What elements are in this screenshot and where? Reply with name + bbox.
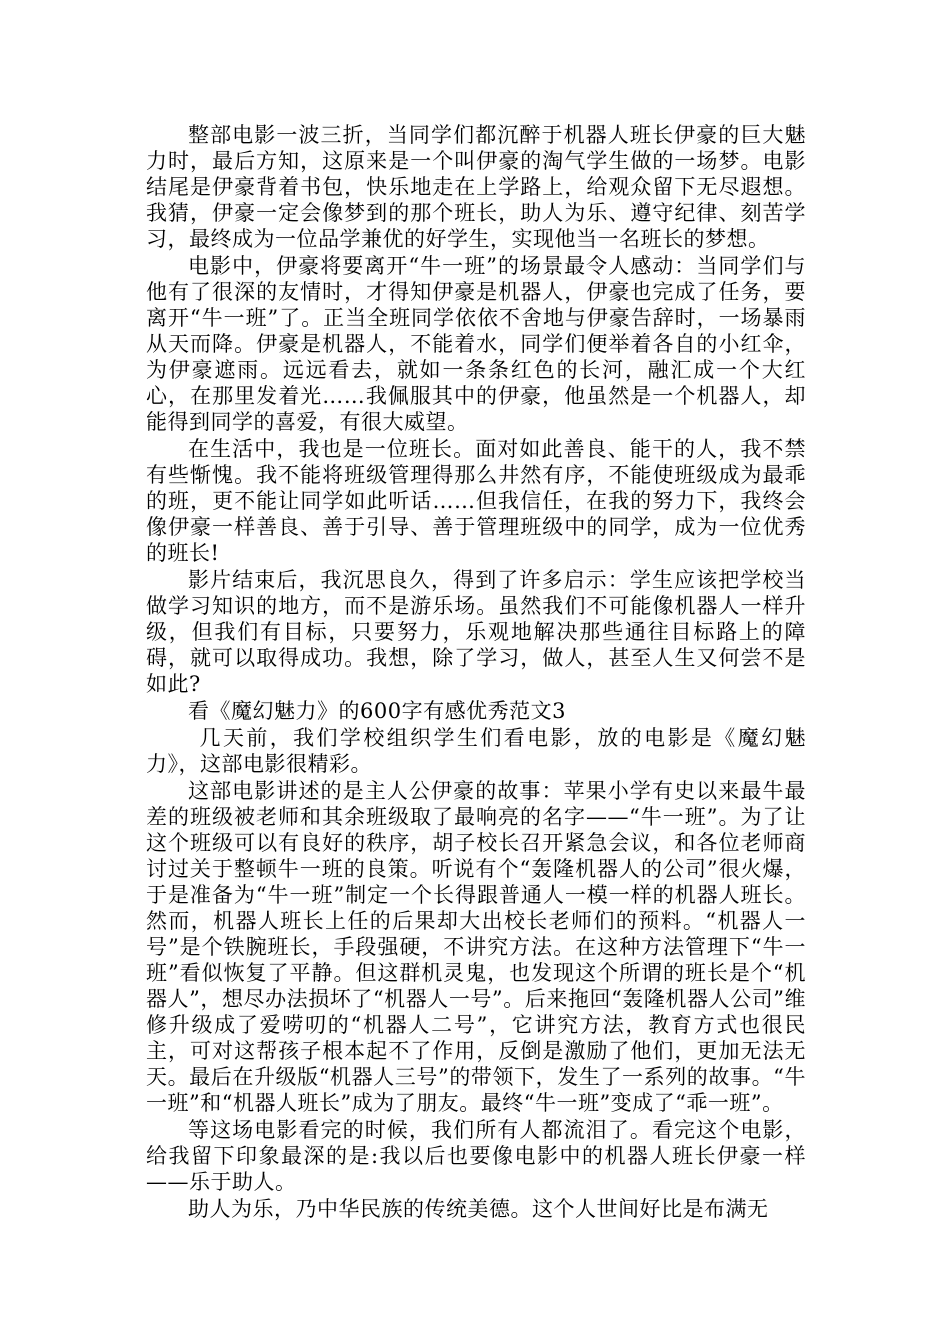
paragraph-5: 几天前，我们学校组织学生们看电影，放的电影是《魔幻魅力》，这部电影很精彩。 (146, 726, 806, 776)
paragraph-2: 电影中，伊豪将要离开“牛一班”的场景最令人感动：当同学们与他有了很深的友情时，才得知伊豪是机器人，伊豪也完成了任务，要离开“牛一班”了。正当全班同学依依不舍地与伊豪告辞时，一场暴雨从天而降。伊豪是机器人，不能着水，同学们便举着各自的小红伞，为伊豪遮雨。远远看去，就如一条条红色的长河，融汇成一个大红心，在那里发着光……我佩服其中的伊豪，他虽然是一个机器人，却能得到同学的喜爱，有很大威望。 (146, 254, 806, 434)
paragraph-1: 整部电影一波三折，当同学们都沉醉于机器人班长伊豪的巨大魅力时，最后方知，这原来是一个叫伊豪的淘气学生做的一场梦。电影结尾是伊豪背着书包，快乐地走在上学路上，给观众留下无尽遐想。我猜，伊豪一定会像梦到的那个班长，助人为乐、遵守纪律、刻苦学习，最终成为一位品学兼优的好学生，实现他当一名班长的梦想。 (146, 123, 806, 251)
section-heading: 看《魔幻魅力》的600字有感优秀范文3 (188, 699, 566, 723)
paragraph-3: 在生活中，我也是一位班长。面对如此善良、能干的人，我不禁有些惭愧。我不能将班级管理得那么井然有序，不能使班级成为最乖的班，更不能让同学如此听话……但我信任，在我的努力下，我终会像伊豪一样善良、善于引导、善于管理班级中的同学，成为一位优秀的班长! (146, 437, 806, 565)
paragraph-7: 等这场电影看完的时候，我们所有人都流泪了。看完这个电影，给我留下印象最深的是:我以后也要像电影中的机器人班长伊豪一样——乐于助人。 (146, 1118, 806, 1194)
document-page (146, 122, 806, 1223)
paragraph-4: 影片结束后，我沉思良久，得到了许多启示：学生应该把学校当做学习知识的地方，而不是游乐场。虽然我们不可能像机器人一样升级，但我们有目标，只要努力，乐观地解决那些通往目标路上的障碍，就可以取得成功。我想，除了学习，做人，甚至人生又何尝不是如此? (146, 568, 806, 696)
paragraph-8: 助人为乐，乃中华民族的传统美德。这个人世间好比是布满无 (188, 1197, 769, 1221)
paragraph-6: 这部电影讲述的是主人公伊豪的故事：苹果小学有史以来最牛最差的班级被老师和其余班级取了最响亮的名字——“牛一班”。为了让这个班级可以有良好的秩序，胡子校长召开紧急会议，和各位老师商讨过关于整顿牛一班的良策。听说有个“轰隆机器人的公司”很火爆，于是准备为“牛一班”制定一个长得跟普通人一模一样的机器人班长。然而，机器人班长上任的后果却大出校长老师们的预料。“机器人一号”是个铁腕班长，手段强硬，不讲究方法。在这种方法管理下“牛一班”看似恢复了平静。但这群机灵鬼，也发现这个所谓的班长是个“机器人”，想尽办法损坏了“机器人一号”。后来拖回“轰隆机器人公司”维修升级成了爱唠叨的“机器人二号”，它讲究方法，教育方式也很民主，可对这帮孩子根本起不了作用，反倒是激励了他们，更加无法无天。最后在升级版“机器人三号”的带领下，发生了一系列的故事。“牛一班”和“机器人班长”成为了朋友。最终“牛一班”变成了“乖一班”。 (146, 779, 806, 1115)
